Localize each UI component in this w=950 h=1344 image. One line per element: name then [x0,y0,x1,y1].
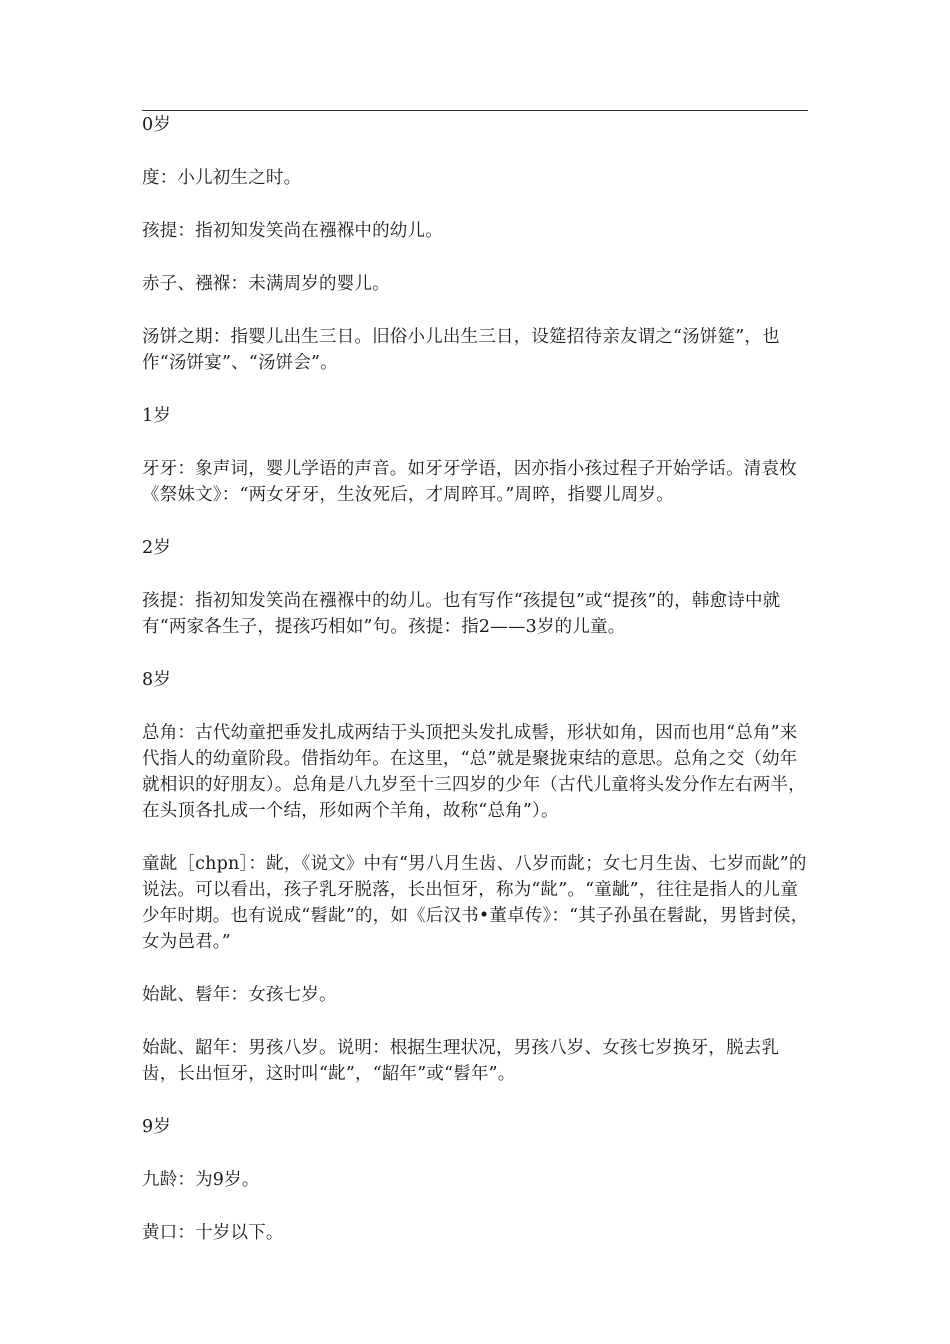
paragraph: 九龄：为9岁。 [142,1170,260,1190]
section-heading: 9岁 [142,1117,172,1137]
paragraph: 赤子、襁褓：未满周岁的婴儿。 [142,274,390,294]
section-heading: 0岁 [142,115,172,135]
section-heading: 8岁 [142,670,172,690]
paragraph: 黄口：十岁以下。 [142,1223,284,1243]
top-rule [142,110,808,111]
paragraph: 孩提：指初知发笑尚在襁褓中的幼儿。也有写作“孩提包”或“提孩”的，韩愈诗中就有“两家各生子，提孩巧相如”句。孩提：指2——3岁的儿童。 [142,591,781,637]
paragraph: 汤饼之期：指婴儿出生三日。旧俗小儿出生三日，设筵招待亲友谓之“汤饼筵”，也作“汤饼宴”、“汤饼会”。 [142,327,780,373]
paragraph: 始龀、髫年：女孩七岁。 [142,985,337,1005]
paragraph: 童龀［chpn］：龀，《说文》中有“男八月生齿、八岁而龀；女七月生齿、七岁而龀”的说法。可以看出，孩子乳牙脱落，长出恒牙，称为“龀”。“童龇”，往往是指人的儿童少年时期。也有说成“髫龀”的，如《后汉书•董卓传》：“其子孙虽在髫龀，男皆封侯，女为邑君。” [142,854,809,952]
paragraph: 总角：古代幼童把垂发扎成两结于头顶把头发扎成髻，形状如角，因而也用“总角”来代指人的幼童阶段。借指幼年。在这里，“总”就是聚拢束结的意思。总角之交（幼年就相识的好朋友）。总角是八九岁至十三四岁的少年（古代儿童将头发分作左右两半，在头顶各扎成一个结，形如两个羊角，故称“总角”）。 [142,723,806,821]
section-heading: 1岁 [142,406,172,426]
paragraph: 始龀、龆年：男孩八岁。说明：根据生理状况，男孩八岁、女孩七岁换牙，脱去乳齿，长出恒牙，这时叫“龀”，“龆年”或“髫年”。 [142,1038,780,1084]
paragraph: 牙牙：象声词，婴儿学语的声音。如牙牙学语，因亦指小孩过程子开始学话。清袁枚《祭妹文》：“两女牙牙，生汝死后，才周晬耳。”周晬，指婴儿周岁。 [142,459,797,505]
paragraph: 度：小儿初生之时。 [142,168,302,188]
paragraph: 孩提：指初知发笑尚在襁褓中的幼儿。 [142,221,443,241]
document-body [142,112,810,1246]
section-heading: 2岁 [142,538,172,558]
